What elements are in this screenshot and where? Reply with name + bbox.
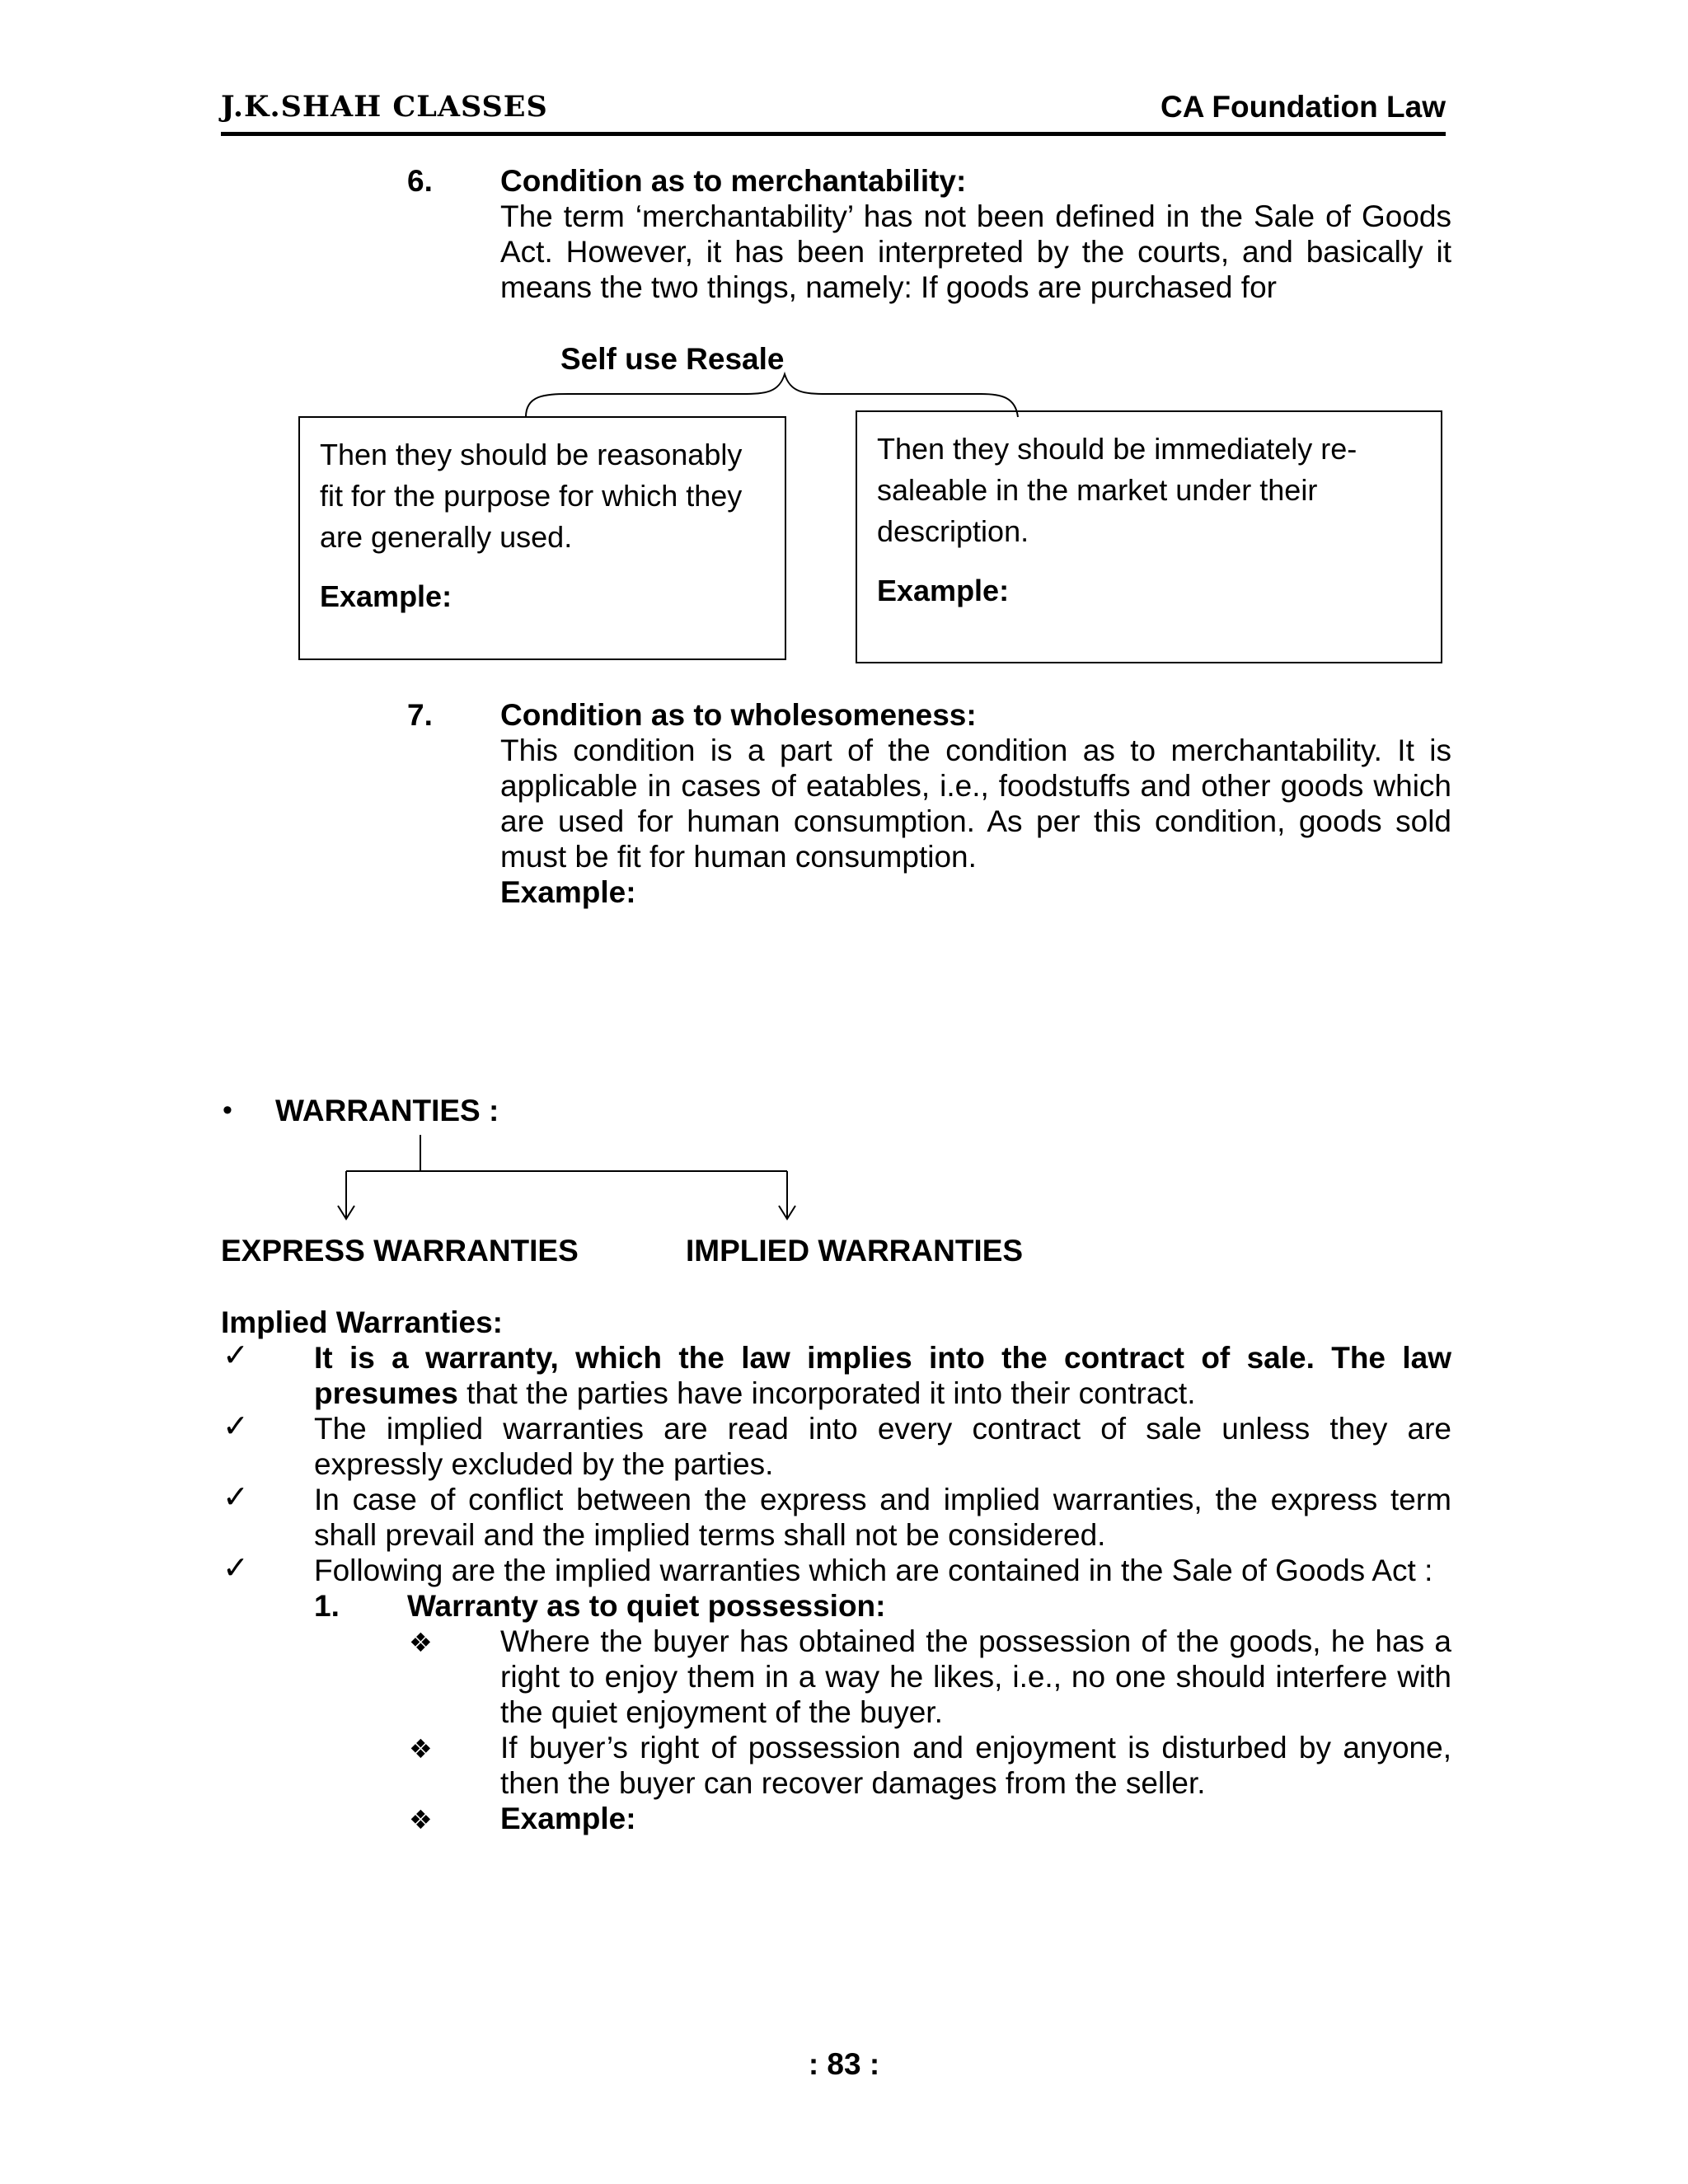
presumes-rest: that the parties have incorporated it into their contract. — [457, 1376, 1196, 1410]
implied-point-2-line-1: The implied warranties are read into every contract of sale unless they are — [314, 1412, 1451, 1446]
implied-point-1-line-2 — [314, 1376, 1195, 1411]
item7-line-2: applicable in cases of eatables, i.e., foodstuffs and other goods which — [500, 769, 1451, 803]
implied-point-2-line-2: expressly excluded by the parties. — [314, 1447, 774, 1481]
check-icon: ✓ — [223, 1551, 249, 1586]
sub1-bullet-1-line-1: Where the buyer has obtained the possession of the goods, he has a — [500, 1624, 1451, 1658]
item6-title: Condition as to merchantability: — [500, 164, 967, 198]
branch-label: Self use Resale — [560, 342, 785, 376]
check-icon: ✓ — [223, 1338, 249, 1373]
page-number: : 83 : — [808, 2047, 880, 2081]
implied-point-3-line-1: In case of conflict between the express and implied warranties, the express term — [314, 1483, 1451, 1516]
item6-line-2: Act. However, it has been interpreted by the courts, and basically it — [500, 235, 1451, 269]
warranties-tree — [330, 1133, 824, 1224]
header-subject: CA Foundation Law — [1160, 90, 1446, 124]
implied-heading: Implied Warranties: — [221, 1305, 503, 1339]
header-rule — [221, 132, 1446, 136]
diamond-icon: ❖ — [409, 1805, 433, 1835]
sub1-bullet-2-line-1: If buyer’s right of possession and enjoyment is disturbed by anyone, — [500, 1731, 1451, 1765]
resale-example: Example: — [877, 574, 1010, 607]
sub1-bullet-1-line-3: the quiet enjoyment of the buyer. — [500, 1695, 943, 1729]
diamond-icon: ❖ — [409, 1628, 433, 1657]
item7-line-4: must be fit for human consumption. — [500, 840, 977, 874]
item6-line-1: The term ‘merchantability’ has not been defined in the Sale of Goods — [500, 199, 1451, 233]
sub1-title: Warranty as to quiet possession: — [407, 1589, 886, 1623]
sub1-bullet-1-line-2: right to enjoy them in a way he likes, i.e., no one should interfere with — [500, 1660, 1451, 1694]
item7-line-1: This condition is a part of the condition as to merchantability. It is — [500, 733, 1451, 767]
item6-number: 6. — [407, 164, 433, 198]
item7-example: Example: — [500, 875, 636, 909]
sub1-example: Example: — [500, 1802, 636, 1835]
resale-line-2: saleable in the market under their — [877, 473, 1318, 507]
item7-number: 7. — [407, 698, 433, 732]
check-icon: ✓ — [223, 1480, 249, 1515]
presumes-text: presumes — [314, 1376, 458, 1410]
implied-warranties-label: IMPLIED WARRANTIES — [686, 1234, 1024, 1268]
header-institute: J.K.SHAH CLASSES — [221, 90, 548, 124]
self-use-line-3: are generally used. — [320, 520, 573, 554]
implied-point-4-line-1: Following are the implied warranties which are contained in the Sale of Goods Act : — [314, 1554, 1433, 1587]
warranties-title: WARRANTIES : — [275, 1094, 499, 1127]
diamond-icon: ❖ — [409, 1734, 433, 1764]
item6-line-3: means the two things, namely: If goods are purchased for — [500, 270, 1277, 304]
check-icon: ✓ — [223, 1409, 249, 1444]
self-use-example: Example: — [320, 579, 452, 613]
self-use-line-1: Then they should be reasonably — [320, 438, 743, 471]
self-use-box — [298, 416, 786, 660]
item7-line-3: are used for human consumption. As per this condition, goods sold — [500, 804, 1451, 838]
resale-box — [856, 410, 1442, 663]
implied-point-1-line-1: It is a warranty, which the law implies into the contract of sale. The law — [314, 1341, 1451, 1375]
item7-title: Condition as to wholesomeness: — [500, 698, 977, 732]
sub1-bullet-2-line-2: then the buyer can recover damages from the seller. — [500, 1766, 1206, 1800]
self-use-line-2: fit for the purpose for which they — [320, 479, 743, 513]
resale-line-3: description. — [877, 514, 1029, 548]
resale-line-1: Then they should be immediately re- — [877, 432, 1357, 466]
warranties-bullet: • — [223, 1094, 232, 1126]
sub1-number: 1. — [314, 1589, 340, 1623]
implied-point-3-line-2: shall prevail and the implied terms shall not be considered. — [314, 1518, 1106, 1552]
express-warranties: EXPRESS WARRANTIES — [221, 1234, 579, 1268]
